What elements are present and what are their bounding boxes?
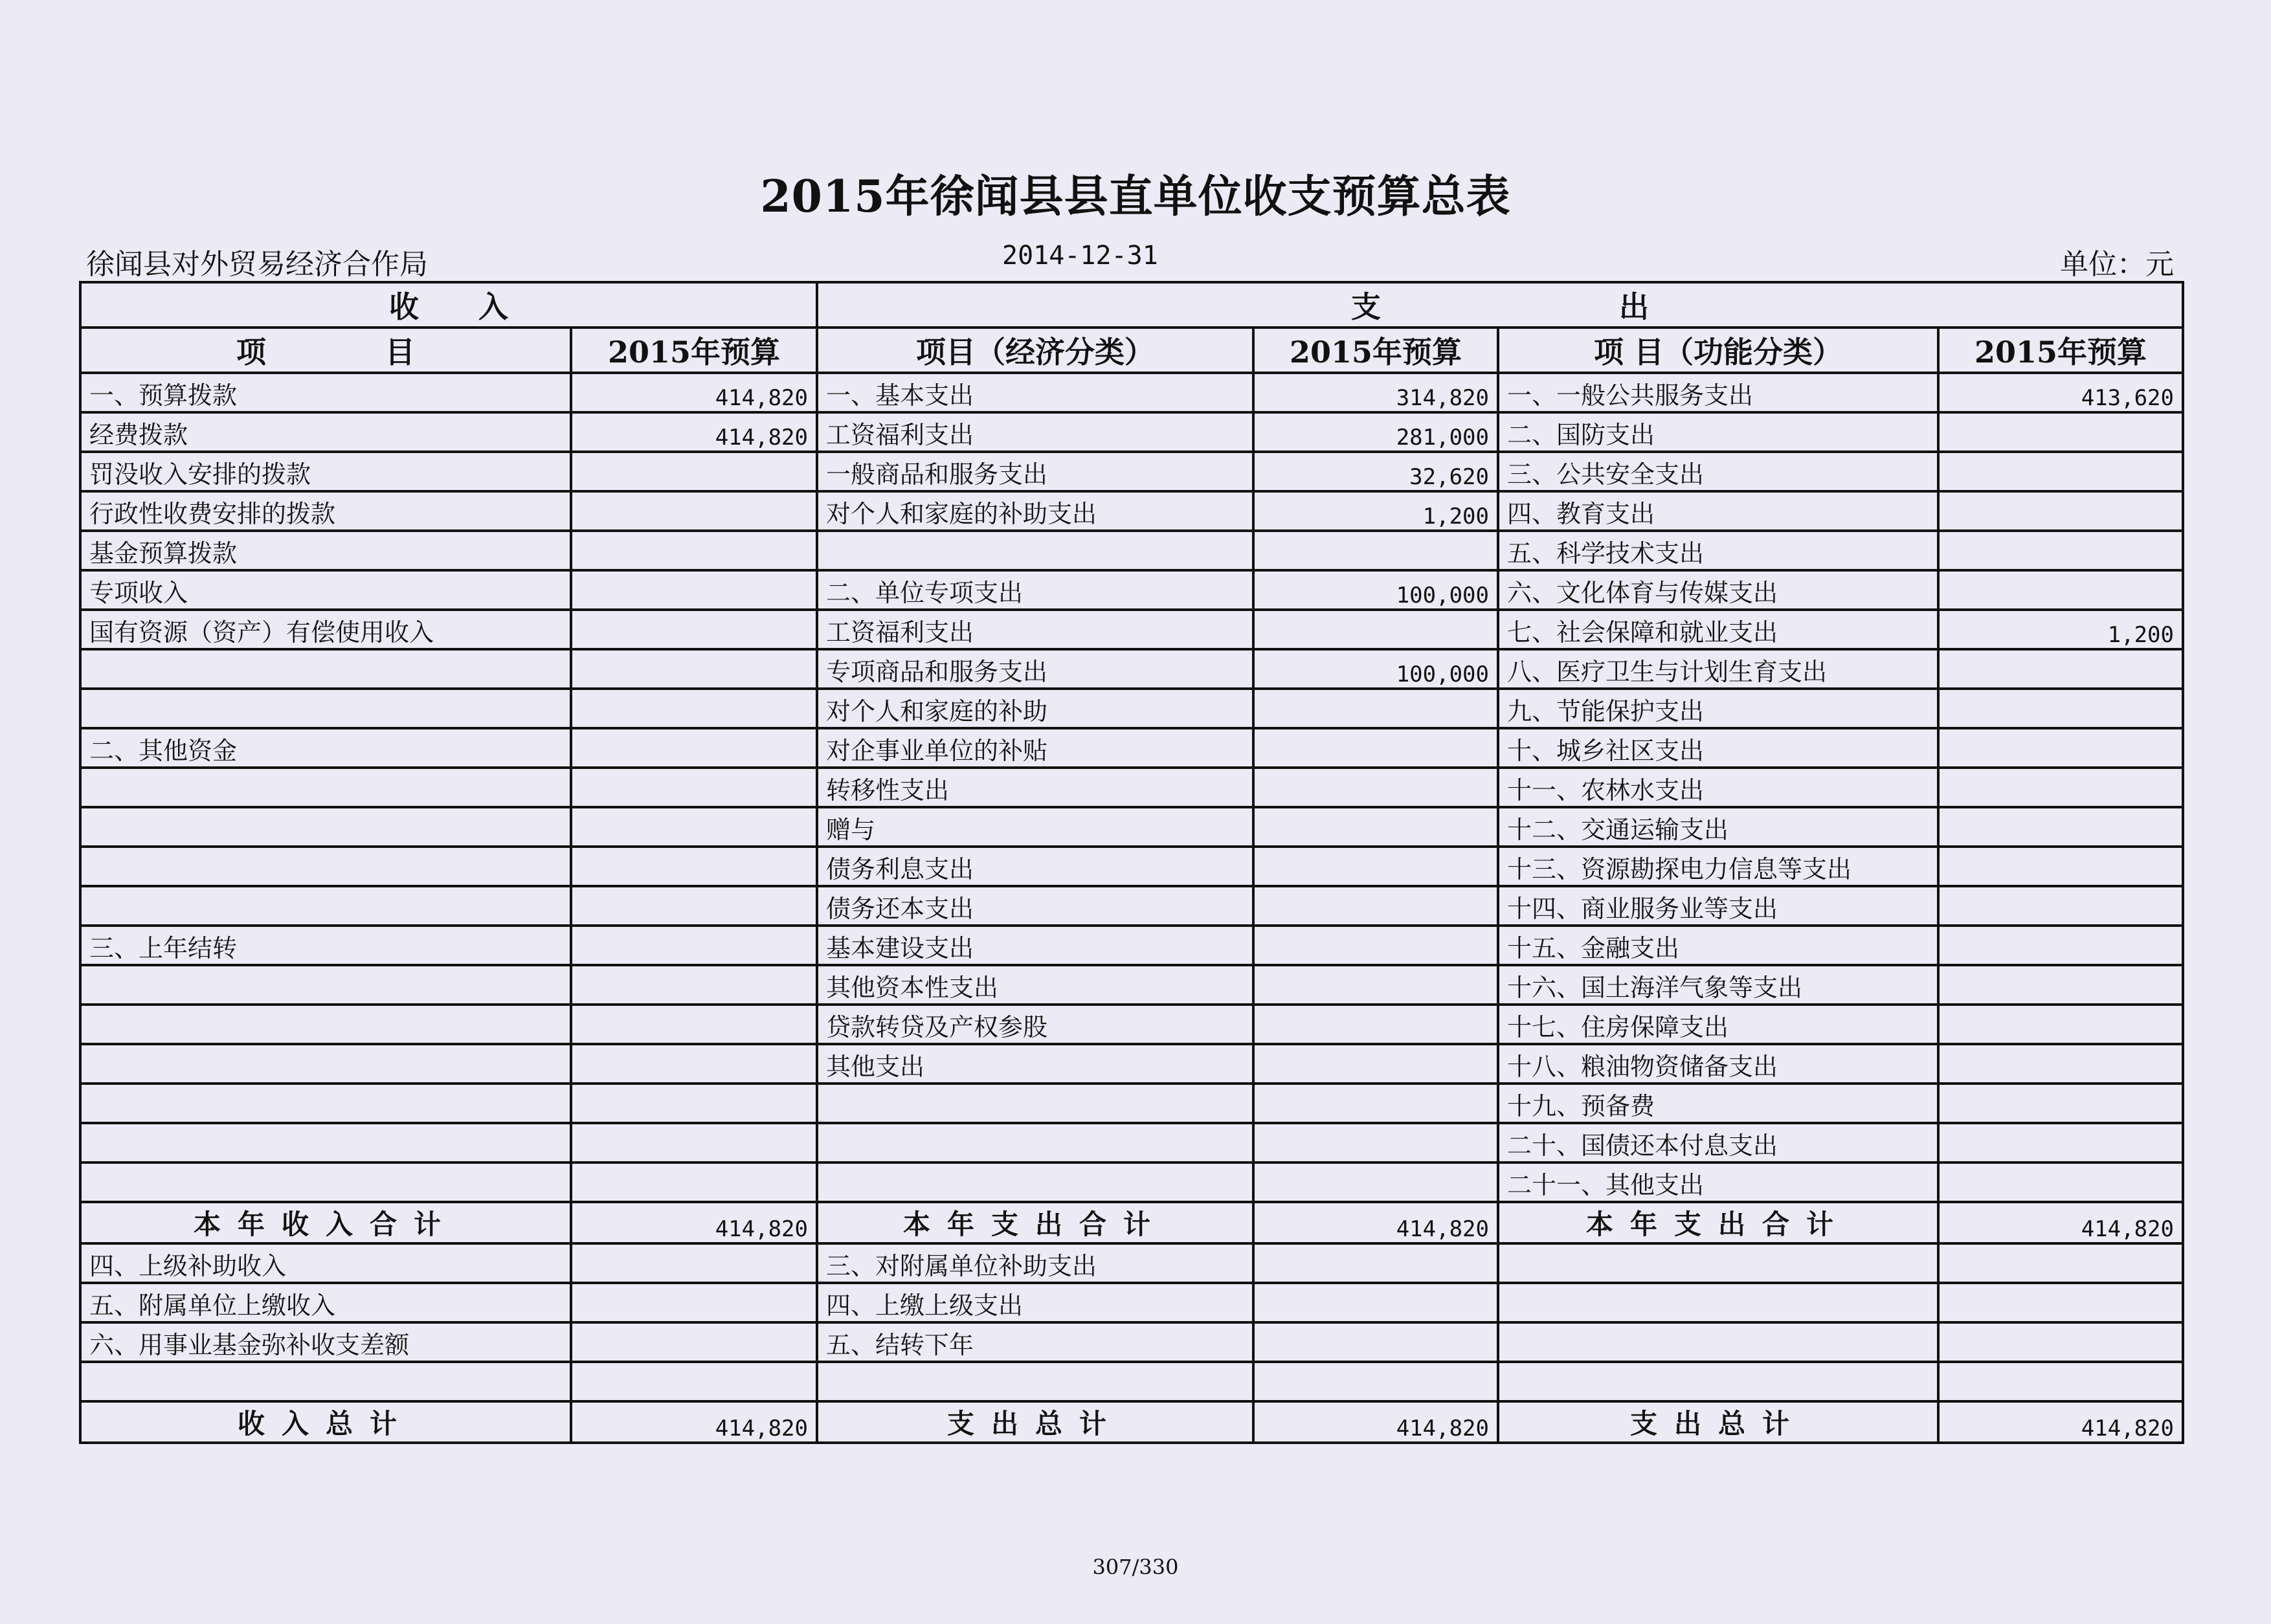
income-item-header: 项 目 <box>80 328 571 373</box>
income-grand-total-label: 收入总计 <box>80 1401 571 1443</box>
unit-label: 单位：元 <box>2060 248 2174 281</box>
func-item: 十、城乡社区支出 <box>1498 728 1938 768</box>
income-amount <box>571 926 817 965</box>
econ-item <box>817 531 1253 570</box>
income-item <box>80 1044 571 1084</box>
table-row <box>80 531 2183 570</box>
income-item: 四、上级补助收入 <box>80 1243 571 1283</box>
income-grand-total-amount: 414,820 <box>571 1401 817 1443</box>
func-grand-total-amount: 414,820 <box>1938 1401 2183 1443</box>
income-amount <box>571 1322 817 1362</box>
func-item: 九、节能保护支出 <box>1498 689 1938 728</box>
func-item: 五、科学技术支出 <box>1498 531 1938 570</box>
income-amount: 414,820 <box>571 373 817 412</box>
table-row <box>80 491 2183 531</box>
table-row <box>80 452 2183 491</box>
func-amount <box>1938 1362 2183 1401</box>
income-item: 专项收入 <box>80 570 571 610</box>
income-year-total-amount: 414,820 <box>571 1202 817 1243</box>
income-amount <box>571 847 817 886</box>
func-item: 十八、粮油物资储备支出 <box>1498 1044 1938 1084</box>
table-row <box>80 1283 2183 1322</box>
income-item: 国有资源（资产）有偿使用收入 <box>80 610 571 649</box>
table-header-row <box>80 328 2183 373</box>
func-item: 十三、资源勘探电力信息等支出 <box>1498 847 1938 886</box>
econ-item <box>817 1084 1253 1123</box>
table-row <box>80 1005 2183 1044</box>
income-amount <box>571 1162 817 1202</box>
income-amount <box>571 886 817 926</box>
income-item <box>80 1084 571 1123</box>
func-item <box>1498 1243 1938 1283</box>
report-date: 2014-12-31 <box>1002 241 1158 271</box>
econ-amount <box>1253 1123 1498 1162</box>
func-amount <box>1938 1005 2183 1044</box>
income-amount <box>571 649 817 689</box>
econ-item: 四、上缴上级支出 <box>817 1283 1253 1322</box>
income-amount <box>571 1084 817 1123</box>
econ-year-total-label: 本年支出合计 <box>817 1202 1253 1243</box>
econ-amount <box>1253 689 1498 728</box>
econ-item: 工资福利支出 <box>817 610 1253 649</box>
func-amount <box>1938 847 2183 886</box>
income-item <box>80 847 571 886</box>
econ-grand-total-amount: 414,820 <box>1253 1401 1498 1443</box>
func-amount <box>1938 768 2183 807</box>
func-amount <box>1938 491 2183 531</box>
econ-amount <box>1253 847 1498 886</box>
table-row <box>80 1123 2183 1162</box>
page-title: 2015年徐闻县县直单位收支预算总表 <box>760 171 1511 223</box>
income-item <box>80 886 571 926</box>
econ-amount <box>1253 1362 1498 1401</box>
econ-item: 对企事业单位的补贴 <box>817 728 1253 768</box>
func-amount <box>1938 1123 2183 1162</box>
econ-amount <box>1253 1322 1498 1362</box>
func-amount <box>1938 531 2183 570</box>
func-item: 十九、预备费 <box>1498 1084 1938 1123</box>
econ-grand-total-label: 支出总计 <box>817 1401 1253 1443</box>
econ-amount <box>1253 1243 1498 1283</box>
table-row <box>80 1044 2183 1084</box>
table-row <box>80 412 2183 452</box>
income-amount <box>571 965 817 1005</box>
func-item: 一、一般公共服务支出 <box>1498 373 1938 412</box>
budget-table <box>79 281 2184 1444</box>
econ-amount: 100,000 <box>1253 570 1498 610</box>
income-amount <box>571 531 817 570</box>
income-item <box>80 807 571 847</box>
econ-budget-header: 2015年预算 <box>1253 328 1498 373</box>
income-amount <box>571 1044 817 1084</box>
econ-amount <box>1253 1162 1498 1202</box>
econ-amount <box>1253 1005 1498 1044</box>
year-total-row <box>80 1202 2183 1243</box>
econ-amount <box>1253 728 1498 768</box>
income-item <box>80 1123 571 1162</box>
func-item <box>1498 1362 1938 1401</box>
econ-item: 对个人和家庭的补助 <box>817 689 1253 728</box>
func-amount <box>1938 452 2183 491</box>
func-item: 十五、金融支出 <box>1498 926 1938 965</box>
econ-item: 一、基本支出 <box>817 373 1253 412</box>
econ-amount: 1,200 <box>1253 491 1498 531</box>
func-item: 二、国防支出 <box>1498 412 1938 452</box>
income-amount <box>571 1123 817 1162</box>
func-amount <box>1938 728 2183 768</box>
func-item: 三、公共安全支出 <box>1498 452 1938 491</box>
func-amount <box>1938 1162 2183 1202</box>
income-item: 行政性收费安排的拨款 <box>80 491 571 531</box>
table-row <box>80 807 2183 847</box>
income-amount <box>571 570 817 610</box>
func-budget-header: 2015年预算 <box>1938 328 2183 373</box>
func-amount <box>1938 1084 2183 1123</box>
econ-amount <box>1253 926 1498 965</box>
econ-amount <box>1253 531 1498 570</box>
organization-name: 徐闻县对外贸易经济合作局 <box>86 248 428 281</box>
func-item: 十二、交通运输支出 <box>1498 807 1938 847</box>
func-year-total-label: 本年支出合计 <box>1498 1202 1938 1243</box>
income-amount <box>571 1243 817 1283</box>
income-amount <box>571 1005 817 1044</box>
expenditure-header: 支 出 <box>817 282 2183 328</box>
income-amount <box>571 1362 817 1401</box>
econ-item: 五、结转下年 <box>817 1322 1253 1362</box>
income-item: 罚没收入安排的拨款 <box>80 452 571 491</box>
econ-amount: 281,000 <box>1253 412 1498 452</box>
income-header: 收 入 <box>80 282 817 328</box>
func-item: 八、医疗卫生与计划生育支出 <box>1498 649 1938 689</box>
table-row <box>80 689 2183 728</box>
econ-year-total-amount: 414,820 <box>1253 1202 1498 1243</box>
econ-item: 赠与 <box>817 807 1253 847</box>
table-row <box>80 373 2183 412</box>
econ-item: 二、单位专项支出 <box>817 570 1253 610</box>
econ-item: 专项商品和服务支出 <box>817 649 1253 689</box>
income-item: 经费拨款 <box>80 412 571 452</box>
income-item <box>80 965 571 1005</box>
income-item <box>80 649 571 689</box>
econ-amount <box>1253 886 1498 926</box>
income-item: 一、预算拨款 <box>80 373 571 412</box>
func-item-header: 项 目（功能分类） <box>1498 328 1938 373</box>
table-row <box>80 570 2183 610</box>
table-row <box>80 1084 2183 1123</box>
econ-item <box>817 1162 1253 1202</box>
econ-amount <box>1253 965 1498 1005</box>
econ-item: 基本建设支出 <box>817 926 1253 965</box>
func-item: 十一、农林水支出 <box>1498 768 1938 807</box>
income-amount <box>571 491 817 531</box>
income-amount <box>571 768 817 807</box>
econ-item: 对个人和家庭的补助支出 <box>817 491 1253 531</box>
income-item <box>80 1162 571 1202</box>
func-item: 六、文化体育与传媒支出 <box>1498 570 1938 610</box>
func-item: 十四、商业服务业等支出 <box>1498 886 1938 926</box>
income-item: 六、用事业基金弥补收支差额 <box>80 1322 571 1362</box>
econ-item: 债务还本支出 <box>817 886 1253 926</box>
page-number: 307/330 <box>1092 1555 1179 1579</box>
func-item <box>1498 1283 1938 1322</box>
income-amount <box>571 610 817 649</box>
grand-total-row <box>80 1401 2183 1443</box>
income-item: 五、附属单位上缴收入 <box>80 1283 571 1322</box>
econ-item <box>817 1123 1253 1162</box>
econ-item: 贷款转贷及产权参股 <box>817 1005 1253 1044</box>
table-row <box>80 886 2183 926</box>
income-amount <box>571 689 817 728</box>
func-item <box>1498 1322 1938 1362</box>
econ-item: 转移性支出 <box>817 768 1253 807</box>
func-amount <box>1938 1322 2183 1362</box>
func-item: 十六、国土海洋气象等支出 <box>1498 965 1938 1005</box>
econ-item: 其他资本性支出 <box>817 965 1253 1005</box>
table-row <box>80 1243 2183 1283</box>
econ-amount <box>1253 1044 1498 1084</box>
income-item <box>80 1362 571 1401</box>
econ-item <box>817 1362 1253 1401</box>
table-row <box>80 1162 2183 1202</box>
econ-item: 工资福利支出 <box>817 412 1253 452</box>
func-item: 十七、住房保障支出 <box>1498 1005 1938 1044</box>
econ-item: 三、对附属单位补助支出 <box>817 1243 1253 1283</box>
func-amount <box>1938 1283 2183 1322</box>
income-budget-header: 2015年预算 <box>571 328 817 373</box>
func-amount <box>1938 965 2183 1005</box>
econ-item: 债务利息支出 <box>817 847 1253 886</box>
func-amount <box>1938 886 2183 926</box>
func-item: 四、教育支出 <box>1498 491 1938 531</box>
income-item: 三、上年结转 <box>80 926 571 965</box>
table-row <box>80 610 2183 649</box>
func-amount: 413,620 <box>1938 373 2183 412</box>
func-amount <box>1938 570 2183 610</box>
econ-item: 一般商品和服务支出 <box>817 452 1253 491</box>
income-item <box>80 1005 571 1044</box>
table-row <box>80 847 2183 886</box>
func-item: 二十一、其他支出 <box>1498 1162 1938 1202</box>
econ-item-header: 项目（经济分类） <box>817 328 1253 373</box>
econ-item: 其他支出 <box>817 1044 1253 1084</box>
func-year-total-amount: 414,820 <box>1938 1202 2183 1243</box>
func-amount <box>1938 807 2183 847</box>
func-grand-total-label: 支出总计 <box>1498 1401 1938 1443</box>
income-item <box>80 689 571 728</box>
econ-amount: 100,000 <box>1253 649 1498 689</box>
income-item <box>80 768 571 807</box>
func-item: 七、社会保障和就业支出 <box>1498 610 1938 649</box>
table-row <box>80 1362 2183 1401</box>
func-item: 二十、国债还本付息支出 <box>1498 1123 1938 1162</box>
income-amount: 414,820 <box>571 412 817 452</box>
table-header-group-row <box>80 282 2183 328</box>
econ-amount <box>1253 610 1498 649</box>
income-year-total-label: 本年收入合计 <box>80 1202 571 1243</box>
income-amount <box>571 728 817 768</box>
econ-amount: 32,620 <box>1253 452 1498 491</box>
econ-amount <box>1253 1283 1498 1322</box>
func-amount <box>1938 1044 2183 1084</box>
table-row <box>80 965 2183 1005</box>
income-amount <box>571 807 817 847</box>
func-amount: 1,200 <box>1938 610 2183 649</box>
table-row <box>80 1322 2183 1362</box>
func-amount <box>1938 689 2183 728</box>
income-amount <box>571 452 817 491</box>
income-item: 二、其他资金 <box>80 728 571 768</box>
func-amount <box>1938 649 2183 689</box>
table-row <box>80 926 2183 965</box>
table-row <box>80 768 2183 807</box>
econ-amount <box>1253 768 1498 807</box>
econ-amount <box>1253 1084 1498 1123</box>
func-amount <box>1938 1243 2183 1283</box>
table-row <box>80 649 2183 689</box>
table-row <box>80 728 2183 768</box>
func-amount <box>1938 926 2183 965</box>
income-amount <box>571 1283 817 1322</box>
econ-amount: 314,820 <box>1253 373 1498 412</box>
func-amount <box>1938 412 2183 452</box>
econ-amount <box>1253 807 1498 847</box>
income-item: 基金预算拨款 <box>80 531 571 570</box>
